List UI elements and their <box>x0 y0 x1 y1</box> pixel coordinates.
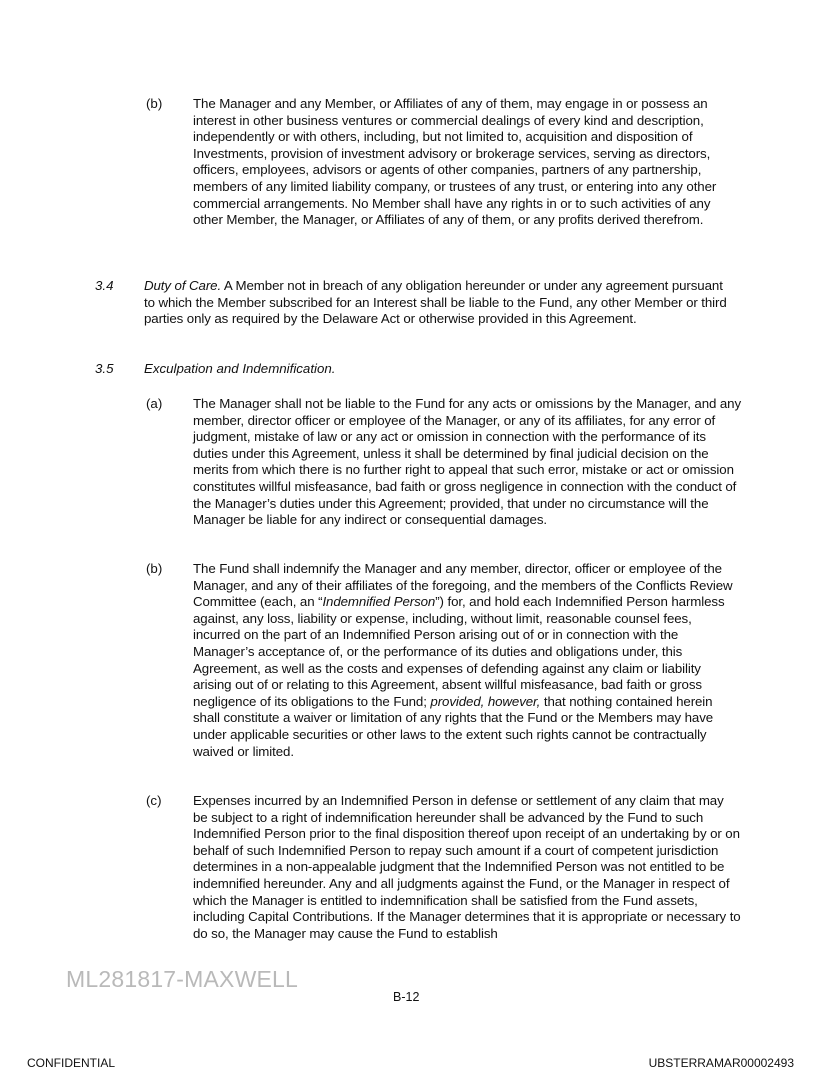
footer-bates-number: UBSTERRAMAR00002493 <box>648 1056 794 1070</box>
subsection-3-5-c-text: Expenses incurred by an Indemnified Person in defense or settlement of any claim that may be subject to a right of indemnification hereunder shall be advanced by the Fund to such Indemnified Person prior to the final disposition thereof upon receipt of an undertaking by or on behalf of such Indemnified Person to repay such amount if a court of competent jurisdiction determines in a non-appealable judgment that the Indemnified Person was not entitled to be indemnified hereunder. Any and all judgments against the Fund, or the Manager in respect of which the Manager is entitled to indemnification shall be satisfied from the Fund assets, including Capital Contributions. If the Manager determines that it is appropriate or necessary to do so, the Manager may cause the Fund to establish <box>193 793 741 941</box>
section-3-4-text: A Member not in breach of any obligation hereunder or under any agreement pursuant to which the Member subscribed for an Interest shall be liable to the Fund, any other Member or third parties only as required by the Delaware Act or otherwise provided in this Agreement. <box>144 278 727 327</box>
subsection-3-5-a-label: (a) <box>146 396 163 411</box>
section-3-5-number: 3.5 <box>95 361 114 376</box>
subsection-b-label: (b) <box>146 96 163 111</box>
subsection-3-5-c-label: (c) <box>146 793 162 808</box>
section-3-4-heading: Duty of Care. <box>144 278 222 293</box>
subsection-3-5-b-paragraph <box>193 561 741 760</box>
subsection-b-text: The Manager and any Member, or Affiliates of any of them, may engage in or possess an interest in other business ventures or commercial dealings of every kind and description, independently or with others, including, but not limited to, acquisition and disposition of Investments, provision of investment advisory or brokerage services, serving as directors, officers, employees, advisors or agents of other companies, partners of any partnership, members of any limited liability company, or trustees of any trust, or entering into any other commercial arrangements. No Member shall have any rights in or to such activities of any other Member, the Manager, or Affiliates of any of them, or any profits derived therefrom. <box>193 96 717 228</box>
section-3-4-paragraph <box>144 278 734 328</box>
subsection-3-5-a-paragraph <box>193 396 741 529</box>
subsection-3-5-b-text-2: ”) for, and hold each Indemnified Person harmless against, any loss, liability or expense, including, without limit, reasonable counsel fees, incurred on the part of an Indemnified Person arising out of or in connection with the Manager’s acceptance of, or the performance of its duties and obligations under, this Agreement, as well as the costs and expenses of defending against any claim or liability arising out of or relating to this Agreement, absent willful misfeasance, bad faith or gross negligence of its obligations to the Fund; <box>193 594 725 709</box>
subsection-3-5-b-text-1: The Fund shall indemnify the Manager and any member, director, officer or employee of the Manager, and any of their affiliates of the foregoing, and the members of the Conflicts Review Committee (each, an “ <box>193 561 733 610</box>
subsection-b-paragraph <box>193 96 741 229</box>
page-number: B-12 <box>393 990 420 1004</box>
section-3-4-number: 3.4 <box>95 278 114 293</box>
indemnified-person-term: Indemnified Person <box>322 594 436 610</box>
bates-stamp: ML281817-MAXWELL <box>66 966 299 992</box>
provided-however-term: provided, however, <box>430 693 541 709</box>
subsection-3-5-c-paragraph <box>193 793 741 942</box>
section-3-5-heading: Exculpation and Indemnification. <box>144 361 336 376</box>
subsection-3-5-b-label: (b) <box>146 561 163 576</box>
footer-confidential: CONFIDENTIAL <box>27 1056 116 1070</box>
subsection-3-5-b-text-3: that nothing contained herein shall constitute a waiver or limitation of any rights that the Fund or the Members may have under applicable securities or other laws to the extent such rights cannot be contractually waived or limited. <box>193 693 714 759</box>
subsection-3-5-a-text: The Manager shall not be liable to the Fund for any acts or omissions by the Manager, and any member, director officer or employee of the Manager, or any of its affiliates, for any error of judgment, mistake of law or any act or omission in connection with the performance of its duties under this Agreement, unless it shall be determined by final judicial decision on the merits from which there is no further right to appeal that such error, mistake or act or omission constitutes willful misfeasance, bad faith or gross negligence in connection with the conduct of the Manager’s duties under this Agreement; provided, that under no circumstance will the Manager be liable for any indirect or consequential damages. <box>193 396 742 528</box>
